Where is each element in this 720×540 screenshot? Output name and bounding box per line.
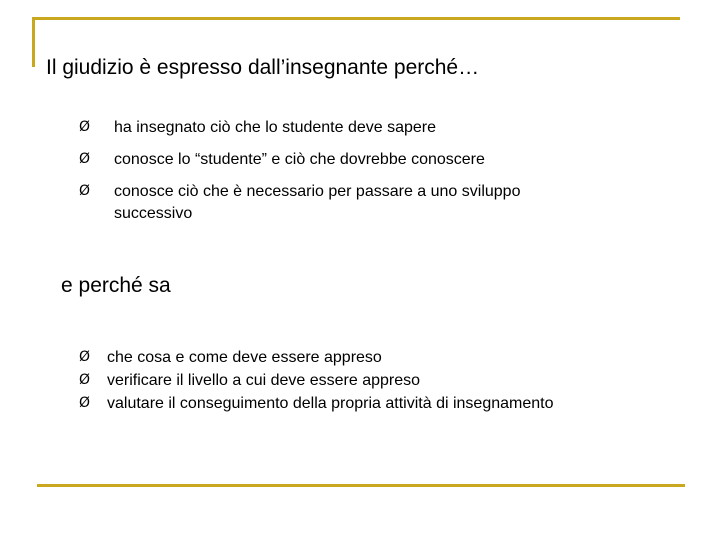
top-rule	[32, 17, 680, 20]
list-item-text: successivo	[114, 205, 193, 222]
arrow-bullet-icon: Ø	[79, 183, 91, 199]
list-item-text: valutare il conseguimento della propria attività di insegnamento	[107, 395, 554, 412]
arrow-bullet-icon: Ø	[79, 151, 91, 167]
list-item-text: conosce ciò che è necessario per passare a uno sviluppo	[114, 183, 521, 200]
list-item-text: ha insegnato ciò che lo studente deve sapere	[114, 119, 437, 136]
left-rule	[32, 17, 35, 67]
arrow-bullet-icon: Ø	[79, 372, 91, 388]
subheading: e perché sa	[61, 274, 171, 297]
slide-title: Il giudizio è espresso dall’insegnante perché…	[46, 56, 480, 79]
list-item-text: che cosa e come deve essere appreso	[107, 349, 382, 366]
arrow-bullet-icon: Ø	[79, 349, 91, 365]
list-item-text: verificare il livello a cui deve essere appreso	[107, 372, 421, 389]
arrow-bullet-icon: Ø	[79, 119, 91, 135]
list-item-text: conosce lo “studente” e ciò che dovrebbe conoscere	[114, 151, 485, 168]
arrow-bullet-icon: Ø	[79, 395, 91, 411]
bottom-rule	[37, 484, 685, 487]
